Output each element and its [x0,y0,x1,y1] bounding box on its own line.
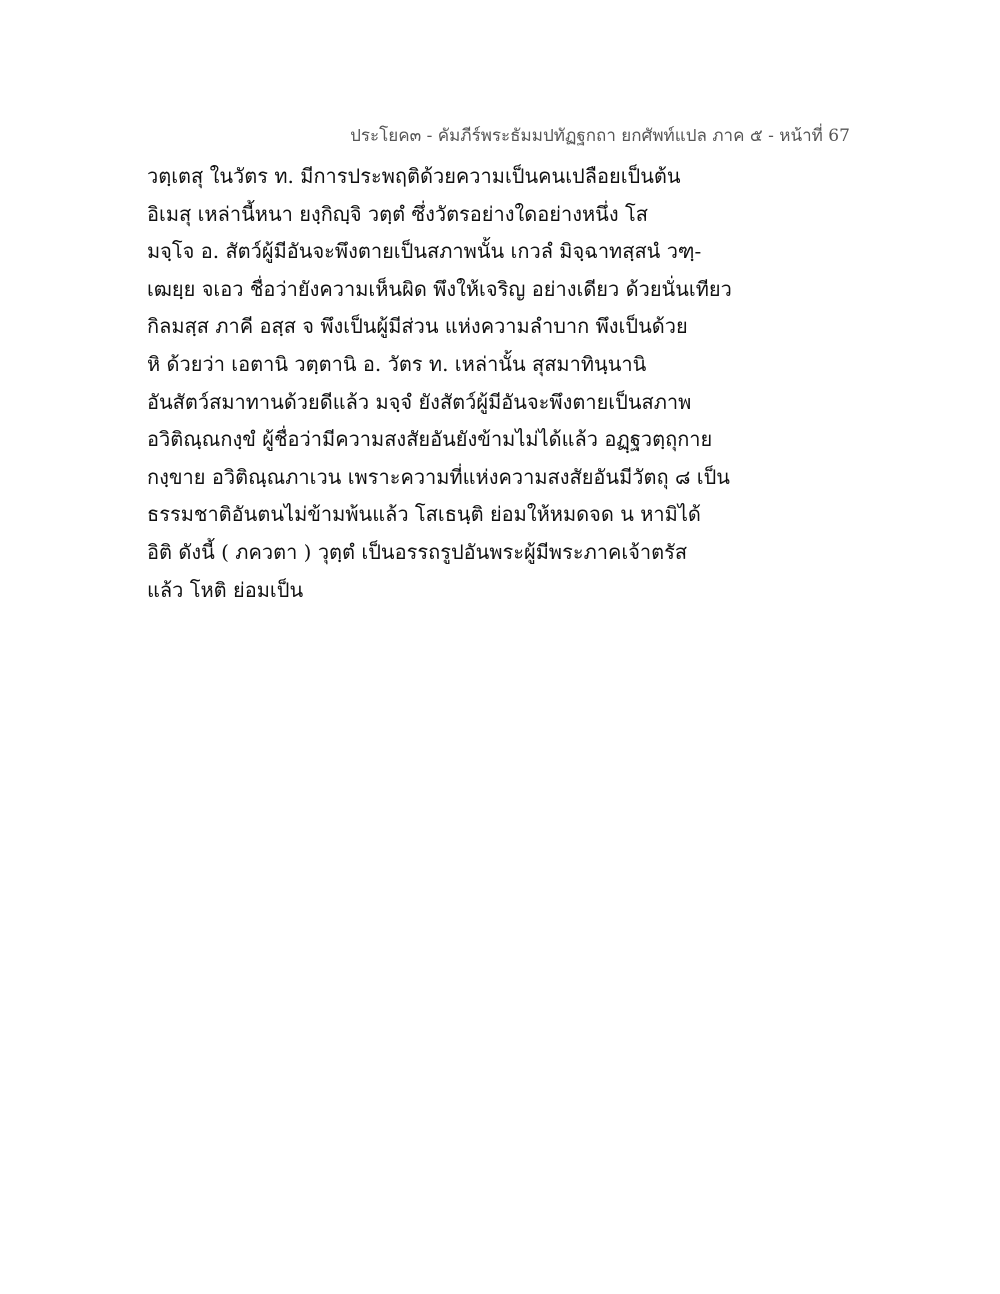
text-line: อิติ ดังนี้ ( ภควตา ) วุตฺตํ เป็นอรรถรูปอันพระผู้มีพระภาคเจ้าตรัส [147,539,688,564]
body-text [147,158,867,609]
text-line: ธรรมชาติอันตนไม่ข้ามพ้นแล้ว โสเธนฺติ ย่อมให้หมดจด น หามิได้ [147,502,701,527]
text-line: อิเมสุ เหล่านี้หนา ยงฺกิญฺจิ วตฺตํ ซึ่งวัตรอย่างใดอย่างหนึ่ง โส [147,201,648,226]
text-line: วตฺเตสุ ในวัตร ท. มีการประพฤติด้วยความเป็นคนเปลือยเป็นต้น [147,164,681,188]
running-header: ประโยค๓ - คัมภีร์พระธัมมปทัฏฐกถา ยกศัพท์แปล ภาค ๕ - หน้าที่ 67 [350,126,850,146]
text-line: กิลมสฺส ภาคี อสฺส จ พึงเป็นผู้มีส่วน แห่งความลำบาก พึงเป็นด้วย [147,314,688,339]
text-line: กงฺขาย อวิติณฺณภาเวน เพราะความที่แห่งความสงสัยอันมีวัตถุ ๘ เป็น [147,464,730,489]
text-line: อวิติณฺณกงฺขํ ผู้ชื่อว่ามีความสงสัยอันยังข้ามไม่ได้แล้ว อฏฺฐวตฺถุกาย [147,427,713,452]
text-line: เฒยฺย จเอว ชื่อว่ายังความเห็นผิด พึงให้เจริญ อย่างเดียว ด้วยนั่นเทียว [147,276,732,301]
text-line: แล้ว โหติ ย่อมเป็น [147,577,304,602]
text-line: หิ ด้วยว่า เอตานิ วตฺตานิ อ. วัตร ท. เหล่านั้น สุสมาทินฺนานิ [147,351,647,376]
text-line: มจฺโจ อ. สัตว์ผู้มีอันจะพึงตายเป็นสภาพนั้น เกวลํ มิจฺฉาทสฺสนํ วฑฺ- [147,239,702,264]
text-line: อันสัตว์สมาทานด้วยดีแล้ว มจฺจํ ยังสัตว์ผู้มีอันจะพึงตายเป็นสภาพ [147,389,692,414]
